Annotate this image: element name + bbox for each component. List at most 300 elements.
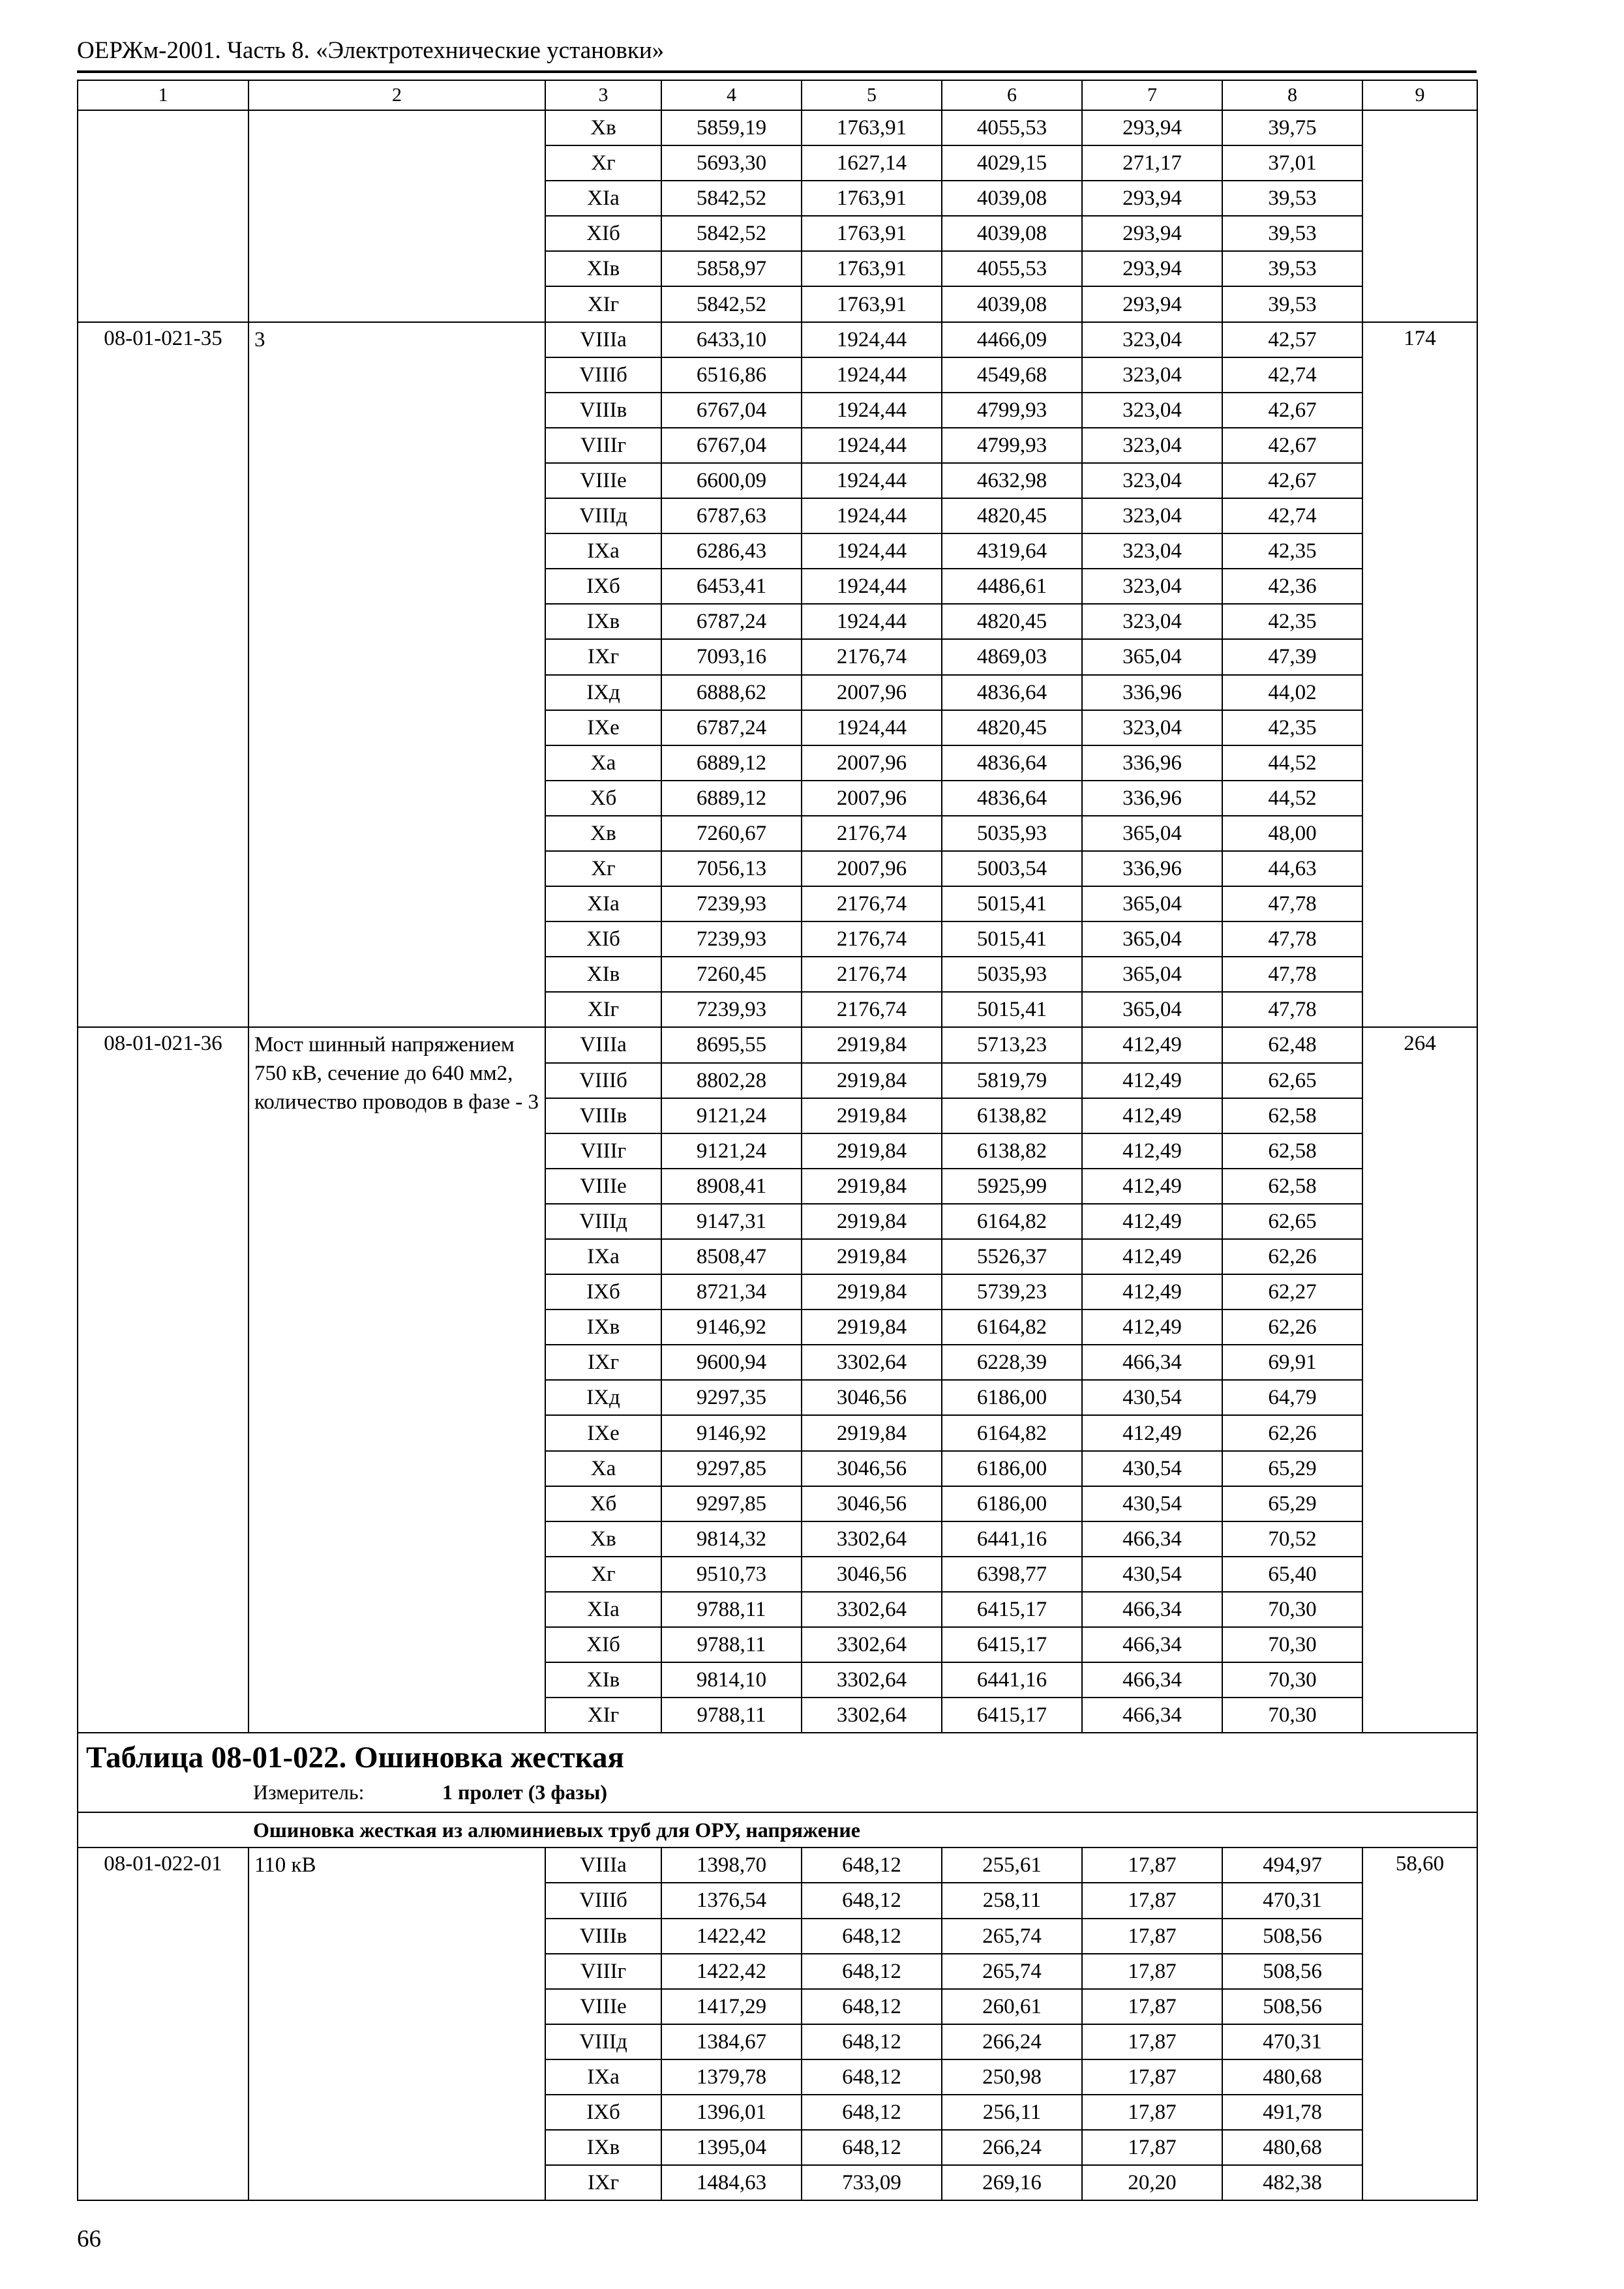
labor-cost-cell: 2919,84 [802, 1027, 942, 1062]
variant-cell: IXв [545, 1309, 661, 1345]
labor-cost-cell: 2007,96 [802, 851, 942, 886]
machines-cost-cell: 365,04 [1082, 957, 1222, 992]
labor-cost-cell: 1924,44 [802, 498, 942, 533]
materials-cost-cell: 4549,68 [942, 357, 1082, 393]
labor-hours-cell: 42,36 [1222, 569, 1362, 604]
measure-unit-label: Измеритель: [253, 1780, 365, 1804]
materials-cost-cell: 258,11 [942, 1883, 1082, 1918]
total-cost-cell: 6516,86 [661, 357, 802, 393]
materials-cost-cell: 6164,82 [942, 1309, 1082, 1345]
total-cost-cell: 6787,63 [661, 498, 802, 533]
materials-cost-cell: 265,74 [942, 1954, 1082, 1989]
variant-cell: VIIIв [545, 1098, 661, 1133]
labor-cost-cell: 3302,64 [802, 1627, 942, 1662]
labor-cost-cell: 1924,44 [802, 463, 942, 498]
labor-cost-cell: 1763,91 [802, 286, 942, 322]
materials-cost-cell: 5003,54 [942, 851, 1082, 886]
total-cost-cell: 1422,42 [661, 1954, 802, 1989]
labor-hours-cell: 62,58 [1222, 1098, 1362, 1133]
total-cost-cell: 9600,94 [661, 1345, 802, 1380]
materials-cost-cell: 5819,79 [942, 1063, 1082, 1098]
labor-cost-cell: 2176,74 [802, 816, 942, 851]
materials-cost-cell: 4055,53 [942, 251, 1082, 286]
materials-cost-cell: 5015,41 [942, 992, 1082, 1027]
machines-cost-cell: 466,34 [1082, 1345, 1222, 1380]
labor-cost-cell: 3302,64 [802, 1345, 942, 1380]
labor-cost-cell: 1924,44 [802, 569, 942, 604]
description-cell [248, 110, 545, 322]
total-cost-cell: 9788,11 [661, 1592, 802, 1627]
code-cell: 08-01-022-01 [78, 1848, 248, 2200]
machines-cost-cell: 430,54 [1082, 1557, 1222, 1592]
labor-hours-cell: 62,65 [1222, 1204, 1362, 1239]
variant-cell: XIб [545, 1627, 661, 1662]
labor-cost-cell: 648,12 [802, 1883, 942, 1918]
machines-cost-cell: 412,49 [1082, 1274, 1222, 1309]
machines-cost-cell: 293,94 [1082, 251, 1222, 286]
materials-cost-cell: 4799,93 [942, 393, 1082, 428]
labor-hours-cell: 47,78 [1222, 992, 1362, 1027]
machines-cost-cell: 412,49 [1082, 1309, 1222, 1345]
labor-hours-cell: 480,68 [1222, 2059, 1362, 2095]
materials-cost-cell: 4039,08 [942, 286, 1082, 322]
labor-hours-cell: 70,30 [1222, 1662, 1362, 1698]
variant-cell: IXб [545, 2095, 661, 2130]
materials-cost-cell: 5015,41 [942, 886, 1082, 921]
variant-cell: VIIIв [545, 1919, 661, 1954]
variant-cell: IXд [545, 1380, 661, 1415]
measure-unit-value: 1 пролет (3 фазы) [442, 1780, 607, 1804]
labor-cost-cell: 3302,64 [802, 1698, 942, 1733]
machines-cost-cell: 323,04 [1082, 463, 1222, 498]
labor-cost-cell: 3046,56 [802, 1380, 942, 1415]
machines-cost-cell: 323,04 [1082, 357, 1222, 393]
total-cost-cell: 6286,43 [661, 533, 802, 569]
labor-cost-cell: 2007,96 [802, 745, 942, 781]
column-number: 7 [1082, 80, 1222, 110]
labor-hours-cell: 62,65 [1222, 1063, 1362, 1098]
variant-cell: IXе [545, 710, 661, 745]
materials-cost-cell: 265,74 [942, 1919, 1082, 1954]
materials-cost-cell: 4836,64 [942, 745, 1082, 781]
materials-cost-cell: 4799,93 [942, 428, 1082, 463]
materials-cost-cell: 6398,77 [942, 1557, 1082, 1592]
total-cost-cell: 5842,52 [661, 216, 802, 251]
variant-cell: XIа [545, 1592, 661, 1627]
labor-cost-cell: 1924,44 [802, 393, 942, 428]
machines-cost-cell: 336,96 [1082, 675, 1222, 710]
labor-cost-cell: 2919,84 [802, 1169, 942, 1204]
variant-cell: XIв [545, 251, 661, 286]
total-cost-cell: 5842,52 [661, 286, 802, 322]
machines-cost-cell: 17,87 [1082, 1989, 1222, 2024]
materials-cost-cell: 4466,09 [942, 322, 1082, 357]
machines-cost-cell: 17,87 [1082, 1919, 1222, 1954]
variant-cell: VIIIд [545, 498, 661, 533]
variant-cell: VIIIе [545, 1989, 661, 2024]
labor-hours-cell: 47,78 [1222, 957, 1362, 992]
machines-cost-cell: 412,49 [1082, 1133, 1222, 1169]
labor-hours-cell: 42,35 [1222, 533, 1362, 569]
materials-cost-cell: 6415,17 [942, 1698, 1082, 1733]
machines-cost-cell: 323,04 [1082, 428, 1222, 463]
machines-cost-cell: 17,87 [1082, 1848, 1222, 1883]
document-header: ОЕРЖм-2001. Часть 8. «Электротехнические установки» [77, 37, 665, 64]
total-cost-cell: 7093,16 [661, 639, 802, 674]
machines-cost-cell: 293,94 [1082, 110, 1222, 145]
materials-cost-cell: 4029,15 [942, 145, 1082, 181]
labor-hours-cell: 482,38 [1222, 2165, 1362, 2200]
page-number: 66 [77, 2226, 101, 2252]
column-number: 8 [1222, 80, 1362, 110]
materials-cost-cell: 4632,98 [942, 463, 1082, 498]
machines-cost-cell: 430,54 [1082, 1380, 1222, 1415]
labor-hours-cell: 42,74 [1222, 357, 1362, 393]
quantity-cell: 264 [1362, 1027, 1477, 1733]
labor-hours-cell: 470,31 [1222, 1883, 1362, 1918]
total-cost-cell: 8908,41 [661, 1169, 802, 1204]
total-cost-cell: 9121,24 [661, 1098, 802, 1133]
labor-cost-cell: 1627,14 [802, 145, 942, 181]
section-subtitle: Ошиновка жесткая из алюминиевых труб для ОРУ, напряжение [78, 1812, 1477, 1848]
total-cost-cell: 6767,04 [661, 393, 802, 428]
labor-cost-cell: 648,12 [802, 2024, 942, 2059]
total-cost-cell: 9814,32 [661, 1521, 802, 1557]
materials-cost-cell: 4039,08 [942, 216, 1082, 251]
measure-unit [78, 1776, 1477, 1805]
labor-cost-cell: 3302,64 [802, 1662, 942, 1698]
variant-cell: Xг [545, 1557, 661, 1592]
materials-cost-cell: 5015,41 [942, 921, 1082, 957]
materials-cost-cell: 6441,16 [942, 1521, 1082, 1557]
total-cost-cell: 6889,12 [661, 745, 802, 781]
total-cost-cell: 9297,85 [661, 1451, 802, 1486]
materials-cost-cell: 6138,82 [942, 1133, 1082, 1169]
labor-cost-cell: 2919,84 [802, 1063, 942, 1098]
labor-cost-cell: 648,12 [802, 1954, 942, 1989]
table-row [78, 322, 1477, 357]
labor-cost-cell: 1763,91 [802, 251, 942, 286]
machines-cost-cell: 336,96 [1082, 851, 1222, 886]
machines-cost-cell: 323,04 [1082, 710, 1222, 745]
labor-cost-cell: 1763,91 [802, 181, 942, 216]
variant-cell: IXг [545, 639, 661, 674]
materials-cost-cell: 6186,00 [942, 1380, 1082, 1415]
description-cell: Мост шинный напряжением 750 кВ, сечение до 640 мм2, количество проводов в фазе - 3 [248, 1027, 545, 1733]
variant-cell: XIб [545, 921, 661, 957]
labor-cost-cell: 2176,74 [802, 921, 942, 957]
total-cost-cell: 9788,11 [661, 1627, 802, 1662]
machines-cost-cell: 17,87 [1082, 2130, 1222, 2165]
machines-cost-cell: 336,96 [1082, 745, 1222, 781]
total-cost-cell: 1484,63 [661, 2165, 802, 2200]
total-cost-cell: 1422,42 [661, 1919, 802, 1954]
materials-cost-cell: 4486,61 [942, 569, 1082, 604]
variant-cell: Xв [545, 816, 661, 851]
materials-cost-cell: 6164,82 [942, 1415, 1082, 1450]
labor-hours-cell: 37,01 [1222, 145, 1362, 181]
rates-table-body [78, 80, 1477, 2200]
variant-cell: XIб [545, 216, 661, 251]
total-cost-cell: 5693,30 [661, 145, 802, 181]
variant-cell: XIг [545, 1698, 661, 1733]
labor-hours-cell: 42,67 [1222, 428, 1362, 463]
machines-cost-cell: 293,94 [1082, 216, 1222, 251]
variant-cell: IXа [545, 1239, 661, 1274]
labor-hours-cell: 47,78 [1222, 921, 1362, 957]
labor-hours-cell: 64,79 [1222, 1380, 1362, 1415]
labor-cost-cell: 1924,44 [802, 357, 942, 393]
table-row [78, 1027, 1477, 1062]
labor-hours-cell: 62,26 [1222, 1415, 1362, 1450]
labor-cost-cell: 2919,84 [802, 1133, 942, 1169]
labor-hours-cell: 39,53 [1222, 216, 1362, 251]
machines-cost-cell: 17,87 [1082, 2024, 1222, 2059]
labor-cost-cell: 1763,91 [802, 216, 942, 251]
variant-cell: VIIIг [545, 428, 661, 463]
total-cost-cell: 9147,31 [661, 1204, 802, 1239]
materials-cost-cell: 6441,16 [942, 1662, 1082, 1698]
machines-cost-cell: 466,34 [1082, 1627, 1222, 1662]
labor-cost-cell: 3046,56 [802, 1451, 942, 1486]
machines-cost-cell: 466,34 [1082, 1662, 1222, 1698]
machines-cost-cell: 365,04 [1082, 992, 1222, 1027]
variant-cell: IXб [545, 1274, 661, 1309]
variant-cell: VIIIб [545, 357, 661, 393]
labor-cost-cell: 2176,74 [802, 639, 942, 674]
variant-cell: Xб [545, 781, 661, 816]
machines-cost-cell: 17,87 [1082, 1883, 1222, 1918]
labor-cost-cell: 3046,56 [802, 1486, 942, 1521]
description-cell: 3 [248, 322, 545, 1028]
machines-cost-cell: 365,04 [1082, 639, 1222, 674]
labor-hours-cell: 62,26 [1222, 1309, 1362, 1345]
variant-cell: Xг [545, 145, 661, 181]
materials-cost-cell: 6164,82 [942, 1204, 1082, 1239]
materials-cost-cell: 5526,37 [942, 1239, 1082, 1274]
variant-cell: Xг [545, 851, 661, 886]
column-number: 1 [78, 80, 248, 110]
labor-hours-cell: 39,53 [1222, 286, 1362, 322]
variant-cell: IXб [545, 569, 661, 604]
labor-hours-cell: 42,35 [1222, 604, 1362, 639]
variant-cell: Xа [545, 745, 661, 781]
labor-cost-cell: 2176,74 [802, 957, 942, 992]
labor-cost-cell: 2176,74 [802, 886, 942, 921]
labor-hours-cell: 42,57 [1222, 322, 1362, 357]
labor-cost-cell: 2919,84 [802, 1309, 942, 1345]
materials-cost-cell: 256,11 [942, 2095, 1082, 2130]
total-cost-cell: 9297,35 [661, 1380, 802, 1415]
machines-cost-cell: 323,04 [1082, 498, 1222, 533]
labor-hours-cell: 39,75 [1222, 110, 1362, 145]
labor-cost-cell: 1924,44 [802, 428, 942, 463]
labor-hours-cell: 44,02 [1222, 675, 1362, 710]
variant-cell: VIIIа [545, 1027, 661, 1062]
total-cost-cell: 6888,62 [661, 675, 802, 710]
labor-hours-cell: 70,30 [1222, 1627, 1362, 1662]
variant-cell: VIIIе [545, 463, 661, 498]
column-number: 5 [802, 80, 942, 110]
materials-cost-cell: 6415,17 [942, 1592, 1082, 1627]
labor-cost-cell: 1924,44 [802, 604, 942, 639]
labor-cost-cell: 3302,64 [802, 1521, 942, 1557]
column-number: 6 [942, 80, 1082, 110]
labor-hours-cell: 70,30 [1222, 1592, 1362, 1627]
materials-cost-cell: 6186,00 [942, 1486, 1082, 1521]
variant-cell: Xб [545, 1486, 661, 1521]
machines-cost-cell: 466,34 [1082, 1592, 1222, 1627]
total-cost-cell: 1376,54 [661, 1883, 802, 1918]
column-number: 9 [1362, 80, 1477, 110]
total-cost-cell: 9146,92 [661, 1415, 802, 1450]
total-cost-cell: 9121,24 [661, 1133, 802, 1169]
machines-cost-cell: 323,04 [1082, 322, 1222, 357]
section-title-cell [78, 1733, 1477, 1812]
materials-cost-cell: 6186,00 [942, 1451, 1082, 1486]
materials-cost-cell: 6415,17 [942, 1627, 1082, 1662]
variant-cell: VIIIа [545, 322, 661, 357]
machines-cost-cell: 430,54 [1082, 1486, 1222, 1521]
machines-cost-cell: 412,49 [1082, 1204, 1222, 1239]
machines-cost-cell: 412,49 [1082, 1098, 1222, 1133]
machines-cost-cell: 323,04 [1082, 393, 1222, 428]
total-cost-cell: 9510,73 [661, 1557, 802, 1592]
machines-cost-cell: 17,87 [1082, 2095, 1222, 2130]
materials-cost-cell: 4055,53 [942, 110, 1082, 145]
total-cost-cell: 7260,67 [661, 816, 802, 851]
labor-hours-cell: 70,30 [1222, 1698, 1362, 1733]
machines-cost-cell: 430,54 [1082, 1451, 1222, 1486]
variant-cell: VIIIе [545, 1169, 661, 1204]
machines-cost-cell: 412,49 [1082, 1027, 1222, 1062]
quantity-cell: 58,60 [1362, 1848, 1477, 2200]
machines-cost-cell: 412,49 [1082, 1239, 1222, 1274]
machines-cost-cell: 466,34 [1082, 1521, 1222, 1557]
total-cost-cell: 8721,34 [661, 1274, 802, 1309]
total-cost-cell: 6433,10 [661, 322, 802, 357]
machines-cost-cell: 17,87 [1082, 1954, 1222, 1989]
materials-cost-cell: 5925,99 [942, 1169, 1082, 1204]
variant-cell: VIIIд [545, 1204, 661, 1239]
labor-hours-cell: 62,58 [1222, 1133, 1362, 1169]
variant-cell: XIа [545, 181, 661, 216]
machines-cost-cell: 412,49 [1082, 1063, 1222, 1098]
labor-cost-cell: 2919,84 [802, 1415, 942, 1450]
labor-hours-cell: 47,39 [1222, 639, 1362, 674]
variant-cell: IXе [545, 1415, 661, 1450]
quantity-cell [1362, 110, 1477, 322]
materials-cost-cell: 255,61 [942, 1848, 1082, 1883]
total-cost-cell: 6600,09 [661, 463, 802, 498]
variant-cell: XIв [545, 1662, 661, 1698]
materials-cost-cell: 5713,23 [942, 1027, 1082, 1062]
total-cost-cell: 7239,93 [661, 921, 802, 957]
header-rule [77, 70, 1477, 73]
labor-hours-cell: 65,29 [1222, 1451, 1362, 1486]
machines-cost-cell: 17,87 [1082, 2059, 1222, 2095]
variant-cell: VIIIг [545, 1954, 661, 1989]
machines-cost-cell: 323,04 [1082, 604, 1222, 639]
labor-hours-cell: 47,78 [1222, 886, 1362, 921]
total-cost-cell: 9146,92 [661, 1309, 802, 1345]
variant-cell: XIв [545, 957, 661, 992]
labor-cost-cell: 648,12 [802, 2059, 942, 2095]
total-cost-cell: 9788,11 [661, 1698, 802, 1733]
labor-hours-cell: 480,68 [1222, 2130, 1362, 2165]
labor-hours-cell: 39,53 [1222, 251, 1362, 286]
variant-cell: Xв [545, 1521, 661, 1557]
labor-hours-cell: 508,56 [1222, 1919, 1362, 1954]
labor-cost-cell: 2007,96 [802, 781, 942, 816]
total-cost-cell: 7239,93 [661, 992, 802, 1027]
labor-cost-cell: 648,12 [802, 1919, 942, 1954]
total-cost-cell: 6453,41 [661, 569, 802, 604]
variant-cell: IXв [545, 2130, 661, 2165]
machines-cost-cell: 412,49 [1082, 1415, 1222, 1450]
total-cost-cell: 6787,24 [661, 710, 802, 745]
materials-cost-cell: 6138,82 [942, 1098, 1082, 1133]
materials-cost-cell: 4820,45 [942, 498, 1082, 533]
machines-cost-cell: 336,96 [1082, 781, 1222, 816]
column-number: 2 [248, 80, 545, 110]
labor-cost-cell: 648,12 [802, 1848, 942, 1883]
code-cell: 08-01-021-36 [78, 1027, 248, 1733]
labor-hours-cell: 62,48 [1222, 1027, 1362, 1062]
labor-hours-cell: 42,35 [1222, 710, 1362, 745]
materials-cost-cell: 5035,93 [942, 957, 1082, 992]
total-cost-cell: 8802,28 [661, 1063, 802, 1098]
column-number: 3 [545, 80, 661, 110]
variant-cell: VIIIд [545, 2024, 661, 2059]
materials-cost-cell: 5035,93 [942, 816, 1082, 851]
machines-cost-cell: 365,04 [1082, 816, 1222, 851]
materials-cost-cell: 6228,39 [942, 1345, 1082, 1380]
total-cost-cell: 1396,01 [661, 2095, 802, 2130]
materials-cost-cell: 266,24 [942, 2024, 1082, 2059]
total-cost-cell: 1395,04 [661, 2130, 802, 2165]
labor-hours-cell: 44,63 [1222, 851, 1362, 886]
materials-cost-cell: 4319,64 [942, 533, 1082, 569]
materials-cost-cell: 269,16 [942, 2165, 1082, 2200]
description-cell: 110 кВ [248, 1848, 545, 2200]
labor-hours-cell: 65,40 [1222, 1557, 1362, 1592]
total-cost-cell: 9814,10 [661, 1662, 802, 1698]
materials-cost-cell: 260,61 [942, 1989, 1082, 2024]
variant-cell: XIа [545, 886, 661, 921]
variant-cell: IXв [545, 604, 661, 639]
labor-hours-cell: 42,74 [1222, 498, 1362, 533]
total-cost-cell: 5859,19 [661, 110, 802, 145]
materials-cost-cell: 4820,45 [942, 710, 1082, 745]
variant-cell: VIIIв [545, 393, 661, 428]
column-number: 4 [661, 80, 802, 110]
materials-cost-cell: 4820,45 [942, 604, 1082, 639]
labor-hours-cell: 494,97 [1222, 1848, 1362, 1883]
variant-cell: VIIIг [545, 1133, 661, 1169]
machines-cost-cell: 365,04 [1082, 886, 1222, 921]
labor-cost-cell: 2919,84 [802, 1274, 942, 1309]
labor-cost-cell: 3302,64 [802, 1592, 942, 1627]
labor-cost-cell: 1763,91 [802, 110, 942, 145]
total-cost-cell: 6787,24 [661, 604, 802, 639]
total-cost-cell: 5842,52 [661, 181, 802, 216]
labor-cost-cell: 733,09 [802, 2165, 942, 2200]
labor-cost-cell: 2007,96 [802, 675, 942, 710]
section-title-row [78, 1733, 1477, 1812]
materials-cost-cell: 4836,64 [942, 781, 1082, 816]
materials-cost-cell: 4869,03 [942, 639, 1082, 674]
